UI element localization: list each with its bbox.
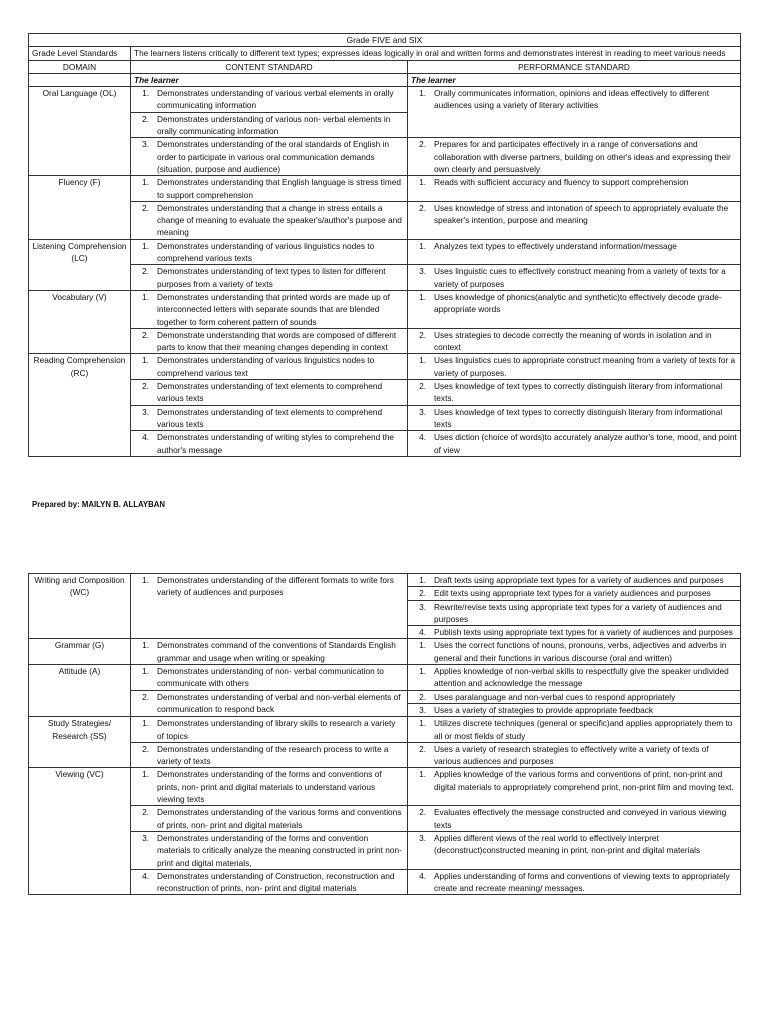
performance-standard-item: 1. Analyzes text types to effectively understand information/message <box>408 239 741 265</box>
domain-oral-language: Oral Language (OL) <box>29 87 131 176</box>
table-row <box>29 717 741 743</box>
content-standard-item: 4. Demonstrates understanding of writing styles to comprehend the author's message <box>131 431 408 457</box>
content-standard-item: 2. Demonstrates understanding of various non- verbal elements in orally communicating information <box>131 112 408 138</box>
learner-label-content: The learner <box>131 73 408 86</box>
content-standard-item: 2. Demonstrates understanding that a change in stress entails a change of meaning to evaluate the speaker's/author's purpose and meaning <box>131 201 408 239</box>
content-standard-item: 2. Demonstrates understanding of the various forms and conventions of prints, non- print and digital materials <box>131 806 408 832</box>
content-standard-item: 3. Demonstrates understanding of text elements to comprehend various texts <box>131 405 408 431</box>
performance-standard-item: 1. Orally communicates information, opinions and ideas effectively to different audiences using a variety of literary activities <box>408 87 741 138</box>
table-row <box>29 768 741 806</box>
content-standard-item: 2. Demonstrate understanding that words are composed of different parts to know that their meaning changes depending in context <box>131 328 408 354</box>
column-header-row <box>29 60 741 73</box>
content-standard-item: 1. Demonstrates understanding of various linguistics nodes to comprehend various texts <box>131 239 408 265</box>
content-standard-item: 1. Demonstrates understanding of various verbal elements in orally communicating information <box>131 87 408 113</box>
grade-title: Grade FIVE and SIX <box>29 34 741 47</box>
domain-fluency: Fluency (F) <box>29 176 131 239</box>
table-row <box>29 742 741 768</box>
standards-table-1 <box>28 33 741 457</box>
performance-standard-item: 4. Uses diction (choice of words)to accurately analyze author's tone, mood, and point of view <box>408 431 741 457</box>
performance-standard-item: 1. Draft texts using appropriate text types for a variety of audiences and purposes <box>408 574 741 587</box>
table-row <box>29 869 741 895</box>
performance-standard-item: 3. Uses linguistic cues to effectively construct meaning from a variety of texts for a variety of purposes <box>408 265 741 291</box>
performance-standard-item: 1. Applies knowledge of the various forms and conventions of print, non-print and digital materials to appropriately comprehend print, non-print film and moving text. <box>408 768 741 806</box>
domain-study-strategies: Study Strategies/ Research (SS) <box>29 717 131 768</box>
content-standard-item: 1. Demonstrates understanding of the forms and conventions of prints, non- print and digital materials to understand various viewing texts <box>131 768 408 806</box>
content-standard-item: 1. Demonstrates understanding that printed words are made up of interconnected letters with separate sounds that are blended together to form coherent pattern of sounds <box>131 290 408 328</box>
performance-standard-item: 2. Uses strategies to decode correctly the meaning of words in isolation and in context <box>408 328 741 354</box>
performance-standard-item: 2. Uses knowledge of stress and intonation of speech to appropriately evaluate the speaker's intention, purpose and meaning <box>408 201 741 239</box>
content-standard-item: 1. Demonstrates understanding of library skills to research a variety of topics <box>131 717 408 743</box>
table-row <box>29 328 741 354</box>
table-row <box>29 806 741 832</box>
content-standard-item: 2. Demonstrates understanding of text types to listen for different purposes from a variety of texts <box>131 265 408 291</box>
standards-table-2 <box>28 573 741 895</box>
performance-standard-item: 2. Uses a variety of research strategies to effectively write a variety of texts of various audiences and purposes <box>408 742 741 768</box>
domain-vocabulary: Vocabulary (V) <box>29 290 131 353</box>
table-row <box>29 405 741 431</box>
table-row <box>29 665 741 691</box>
performance-standard-item: 2. Prepares for and participates effectively in a range of conversations and collaboration with diverse partners, building on other's ideas and expressing their own clearly and persuasively <box>408 138 741 176</box>
table-row <box>29 290 741 328</box>
table-row <box>29 87 741 113</box>
learner-label-performance: The learner <box>408 73 741 86</box>
domain-writing-composition: Writing and Composition (WC) <box>29 574 131 639</box>
domain-header: DOMAIN <box>29 60 131 73</box>
table-row <box>29 265 741 291</box>
content-standard-item: 1. Demonstrates understanding of various linguistics nodes to comprehend various text <box>131 354 408 380</box>
table-row <box>29 239 741 265</box>
content-standard-item: 4. Demonstrates understanding of Construction, reconstruction and reconstruction of prints, non- print and digital materials <box>131 869 408 895</box>
performance-standard-item: 2. Edit texts using appropriate text types for a variety audiences and purposes <box>408 587 741 600</box>
performance-standard-item: 2. Evaluates effectively the message constructed and conveyed in various viewing texts <box>408 806 741 832</box>
performance-standard-item: 3. Uses knowledge of text types to correctly distinguish literary from informational texts <box>408 405 741 431</box>
content-standard-item: 1. Demonstrates understanding that English language is stress timed to support comprehension <box>131 176 408 202</box>
performance-standard-item: 3. Uses a variety of strategies to provide appropriate feedback <box>408 703 741 716</box>
content-standard-item: 2. Demonstrates understanding of the research process to write a variety of texts <box>131 742 408 768</box>
grade-standards-label: Grade Level Standards <box>29 47 131 60</box>
table-row <box>29 690 741 703</box>
empty-cell <box>29 73 131 86</box>
performance-standard-item: 2. Uses paralanguage and non-verbal cues to respond appropriately <box>408 690 741 703</box>
content-standard-item: 2. Demonstrates understanding of verbal and non-verbal elements of communication to respond back <box>131 690 408 717</box>
performance-standard-item: 2. Uses knowledge of text types to correctly distinguish literary from informational texts. <box>408 380 741 406</box>
table-row <box>29 639 741 665</box>
domain-listening-comprehension: Listening Comprehension (LC) <box>29 239 131 290</box>
content-standard-header: CONTENT STANDARD <box>131 60 408 73</box>
performance-standard-item: 1. Utilizes discrete techniques (general or specific)and applies appropriately them to all or most fields of study <box>408 717 741 743</box>
content-standard-item: 3. Demonstrates understanding of the oral standards of English in order to participate in various oral communication demands (situation, purpose and audience) <box>131 138 408 176</box>
title-row <box>29 34 741 47</box>
content-standard-item: 1. Demonstrates understanding of the different formats to write fors variety of audiences and purposes <box>131 574 408 639</box>
domain-viewing: Viewing (VC) <box>29 768 131 895</box>
grade-standards-text: The learners listens critically to different text types; expresses ideas logically in oral and written forms and demonstrates interest in reading to meet various needs <box>131 47 741 60</box>
prepared-by-note: Prepared by: MAILYN B. ALLAYBAN <box>32 500 166 509</box>
table-row <box>29 431 741 457</box>
performance-standard-item: 3. Applies different views of the real world to effectively interpret (deconstruct)constructed meaning in print, non-print and digital materials <box>408 831 741 869</box>
performance-standard-item: 4. Publish texts using appropriate text types for a variety of audiences and purposes <box>408 626 741 639</box>
domain-attitude: Attitude (A) <box>29 665 131 717</box>
table-row <box>29 831 741 869</box>
table-row <box>29 138 741 176</box>
table-row <box>29 176 741 202</box>
performance-standard-header: PERFORMANCE STANDARD <box>408 60 741 73</box>
performance-standard-item: 1. Reads with sufficient accuracy and fluency to support comprehension <box>408 176 741 202</box>
domain-grammar: Grammar (G) <box>29 639 131 665</box>
content-standard-item: 1. Demonstrates understanding of non- verbal communication to communicate with others <box>131 665 408 691</box>
performance-standard-item: 1. Uses knowledge of phonics(analytic and synthetic)to effectively decode grade- appropriate words <box>408 290 741 328</box>
performance-standard-item: 1. Uses the correct functions of nouns, pronouns, verbs, adjectives and adverbs in general and their functions in various discourse (oral and written) <box>408 639 741 665</box>
table-row <box>29 201 741 239</box>
content-standard-item: 2. Demonstrates understanding of text elements to comprehend various texts <box>131 380 408 406</box>
learner-row <box>29 73 741 86</box>
performance-standard-item: 4. Applies understanding of forms and conventions of viewing texts to appropriately create and recreate meaning/ messages. <box>408 869 741 895</box>
performance-standard-item: 1. Applies knowledge of non-verbal skills to respectfully give the speaker undivided attention and acknowledge the message <box>408 665 741 691</box>
content-standard-item: 3. Demonstrates understanding of the forms and convention materials to critically analyze the meaning constructed in print non-print and digital materials, <box>131 831 408 869</box>
grade-standards-row <box>29 47 741 60</box>
content-standard-item: 1. Demonstrates command of the conventions of Standards English grammar and usage when writing or speaking <box>131 639 408 665</box>
table-row <box>29 574 741 587</box>
performance-standard-item: 3. Rewrite/revise texts using appropriate text types for a variety of audiences and purposes <box>408 600 741 626</box>
performance-standard-item: 1. Uses linguistics cues to appropriate construct meaning from a variety of texts for a variety of purposes. <box>408 354 741 380</box>
table-row <box>29 380 741 406</box>
domain-reading-comprehension: Reading Comprehension (RC) <box>29 354 131 456</box>
table-row <box>29 354 741 380</box>
